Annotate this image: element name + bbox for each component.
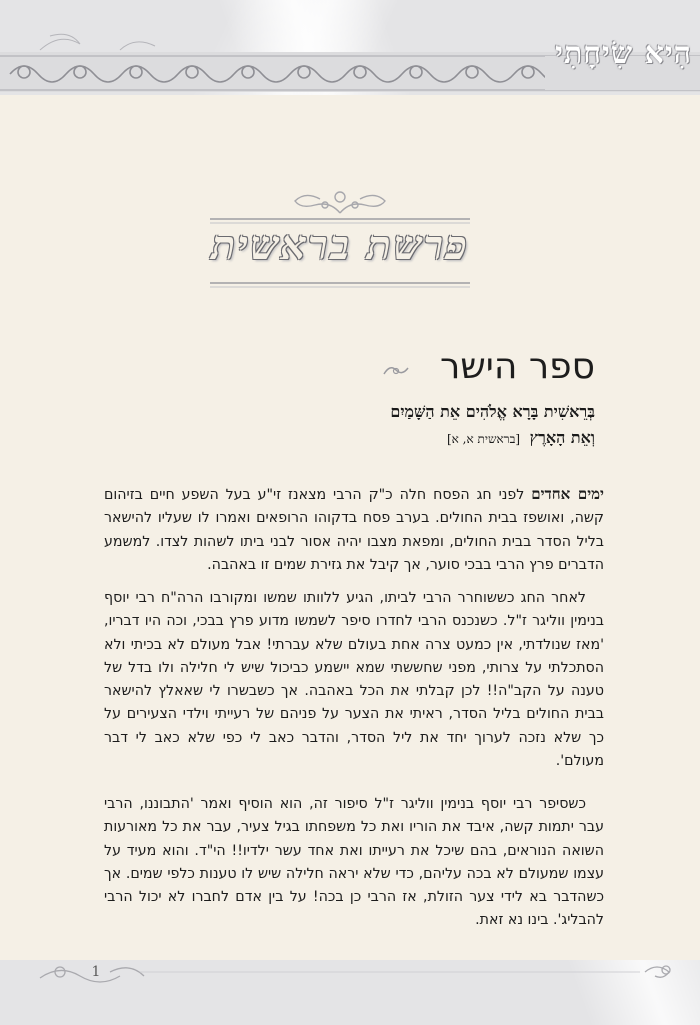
section-title: ספר הישר	[439, 346, 595, 387]
paragraph-3	[104, 793, 604, 933]
verse-line-1: בְּרֵאשִׁית בָּרָא אֱלֹהִים אֵת הַשָּׁמַיִם	[390, 402, 595, 421]
paragraph-1	[104, 483, 604, 577]
paragraph-3-text: כשסיפר רבי יוסף בנימין ווליגר ז"ל סיפור זה, הוא הוסיף ואמר 'התבוננו, הרבי עבר יתמות קשה, איבד את הוריו ואת כל משפחתו בגיל צעיר, עבר את כל מאורעות השואה הנוראים, בהם שיכל את רעייתו ואת אחד עשר ילדיו!! הי"ד. והוא מעיד על עצמו שמעולם לא בכה עליהם, כדי שלא יראה חלילה שיש לו טענות כלפי שמים. אך כשהדבר בא לידי צער הזולת, אז הרבי כן בכה! על בין אדם לחברו לא יכול הרבי להבליג'. בינו נא זאת.	[104, 796, 604, 929]
paragraph-1-lead: ימים אחדים	[531, 485, 604, 503]
paragraph-2-text: לאחר החג כששוחרר הרבי לביתו, הגיע ללוותו שמשו ומקורבו הרה"ח רבי יוסף בנימין ווליגר ז"ל. כשנכנס הרבי לחדרו סיפר לשמשו מדוע פרץ בבכי, וכה היו דבריו, 'מאז שנולדתי, אין כמעט צרה אחת בעולם שלא עברתי! אבל מעולם לא בכיתי ולא הסתכלתי על צרותי, מפני שחששתי שמא יישמע כביכול שיש לי חלילה ולו בדל של טענה על הקב"ה!! לכן קבלתי את הכל באהבה. אך כשבשרו לי שאאלץ להישאר בבית החולים בליל הסדר, ראיתי את הצער על פניהם של רעייתי וילדי הצעירים על כך שלא נזכה לערוך יחד את ליל הסדר, והדבר כאב לי כפי שלא כאב לי דבר מעולם'.	[104, 590, 604, 770]
section-flourish-icon	[382, 364, 410, 378]
parsha-title: פרשת בראשית	[211, 222, 469, 269]
top-decorative-band	[0, 0, 700, 95]
paragraph-1-text: לפני חג הפסח חלה כ"ק הרבי מצאנז זי"ע בעל השפע חיים בזיהום קשה, ואושפז בבית החולים. בערב פסח בדקוהו הרופאים ואמרו לו שעליו להישאר בליל הסדר בבית החולים, ומפאת מצבו יהיה אסור לבני ביתו לשהות לצדו. למשמע הדברים פרץ הרבי בבכי סוער, אך קיבל את גזירת שמים זו באהבה.	[104, 487, 604, 573]
verse-reference: [בראשית א, א]	[446, 432, 521, 446]
verse-line-2-text: וְאֵת הָאָרֶץ	[529, 428, 595, 447]
paragraph-2	[104, 587, 604, 773]
page-number: 1	[91, 964, 101, 980]
series-title: הִיא שִׂיחָתִי	[555, 36, 692, 71]
verse-line-2	[447, 428, 595, 448]
